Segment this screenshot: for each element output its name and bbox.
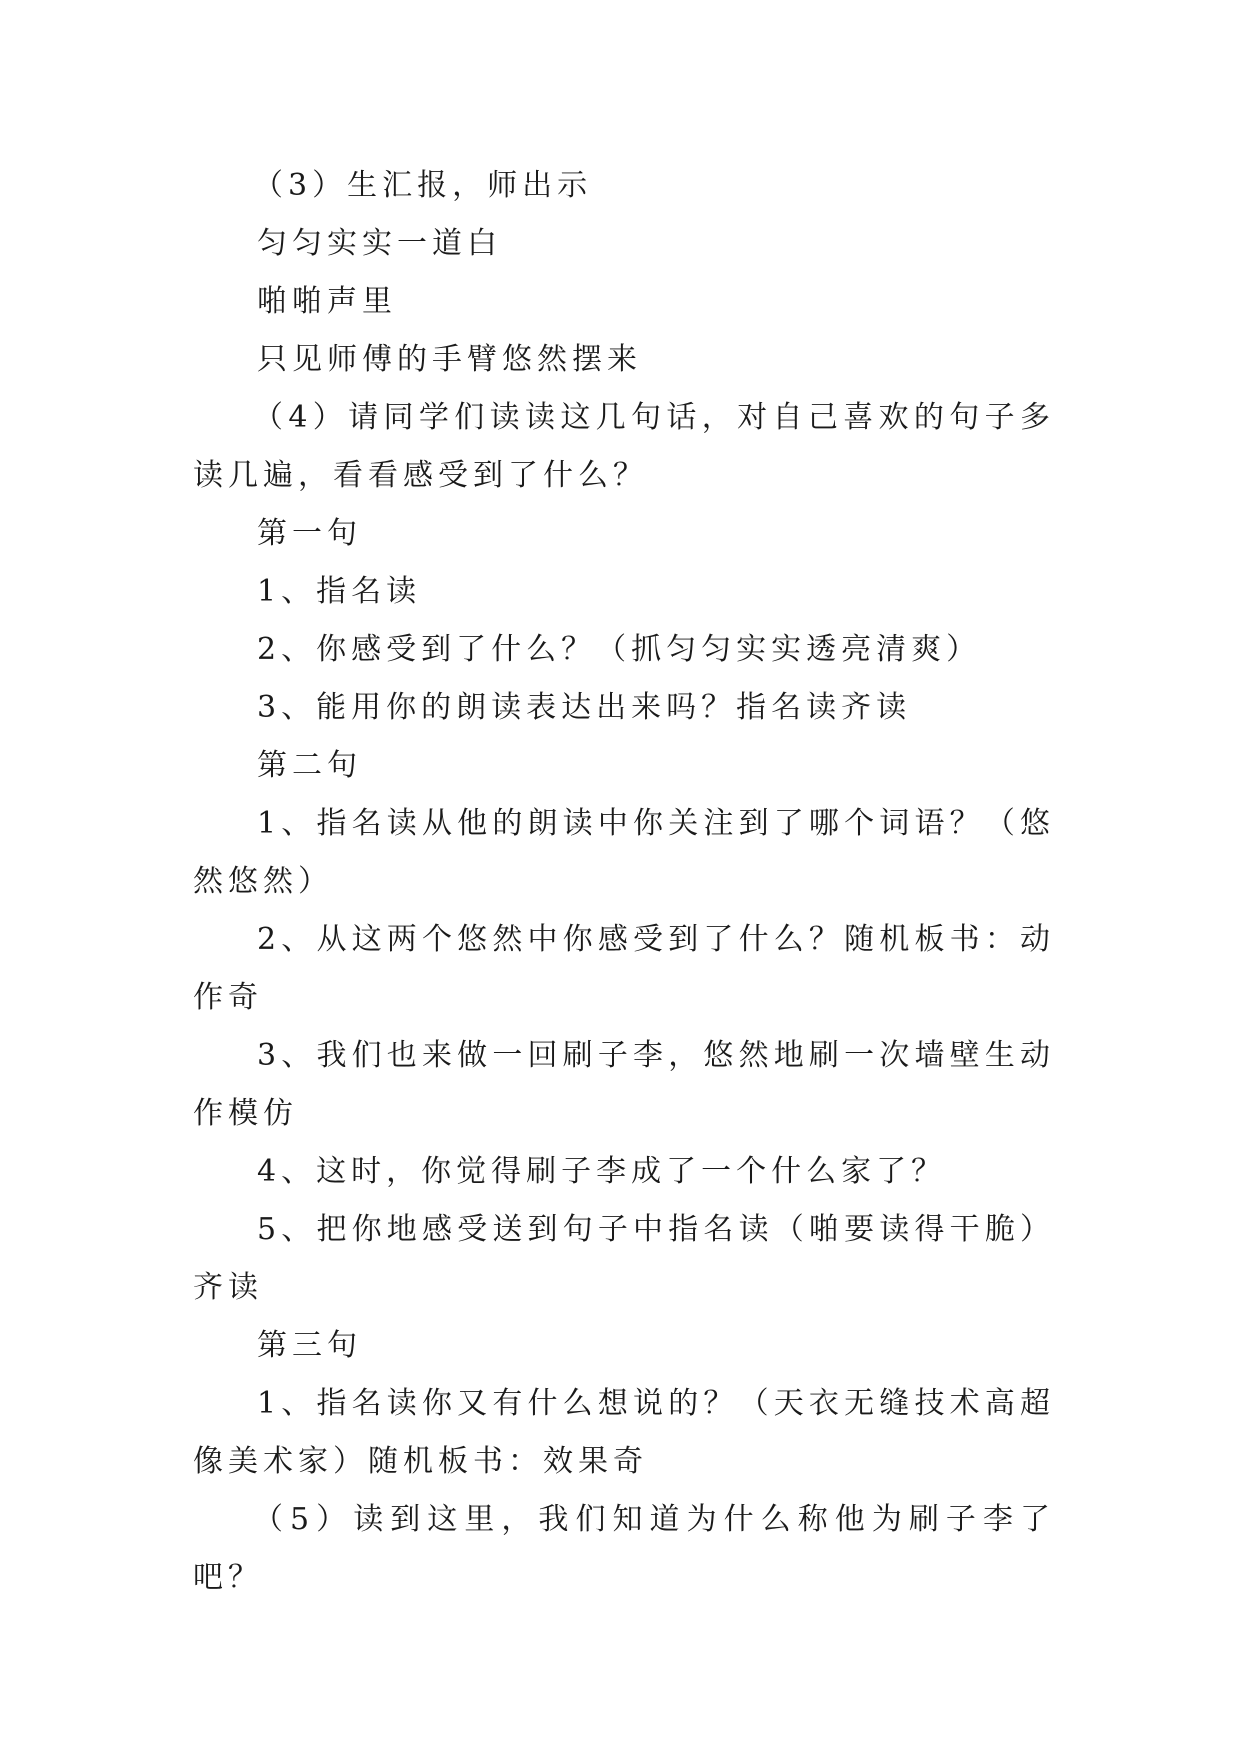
paragraph: 1、指名读	[257, 574, 422, 609]
paragraph: 5、把你地感受送到句子中指名读（啪要读得干脆）齐读	[193, 1212, 1055, 1305]
document-body	[193, 157, 1055, 1607]
paragraph: 1、指名读从他的朗读中你关注到了哪个词语？（悠然悠然）	[193, 806, 1055, 899]
paragraph: （5）读到这里，我们知道为什么称他为刷子李了吧？	[193, 1502, 1055, 1595]
paragraph: 2、你感受到了什么？（抓匀匀实实透亮清爽）	[257, 632, 982, 667]
paragraph: 4、这时，你觉得刷子李成了一个什么家了？	[257, 1154, 947, 1189]
paragraph: 第一句	[257, 516, 362, 551]
paragraph: 1、指名读你又有什么想说的？（天衣无缝技术高超像美术家）随机板书：效果奇	[193, 1386, 1055, 1479]
paragraph: 只见师傅的手臂悠然摆来	[257, 342, 642, 377]
paragraph: 3、能用你的朗读表达出来吗？指名读齐读	[257, 690, 912, 725]
paragraph: 第三句	[257, 1328, 362, 1363]
paragraph: 匀匀实实一道白	[257, 226, 502, 261]
paragraph: 啪啪声里	[257, 284, 397, 319]
paragraph: 2、从这两个悠然中你感受到了什么？随机板书：动作奇	[193, 922, 1055, 1015]
paragraph: 第二句	[257, 748, 362, 783]
paragraph: （3）生汇报，师出示	[253, 168, 593, 203]
paragraph: 3、我们也来做一回刷子李，悠然地刷一次墙壁生动作模仿	[193, 1038, 1055, 1131]
paragraph: （4）请同学们读读这几句话，对自己喜欢的句子多读几遍，看看感受到了什么？	[193, 400, 1055, 493]
